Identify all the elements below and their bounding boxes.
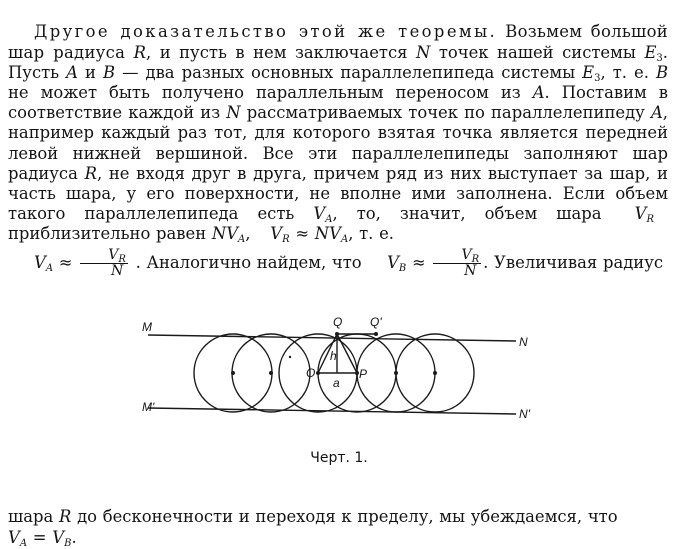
- text-span: . Увеличивая радиус: [483, 252, 664, 272]
- math-V: V: [387, 252, 399, 272]
- point-Q: [335, 332, 339, 336]
- fraction-numerator: $V_R$: [433, 248, 481, 264]
- text-span: . Аналогично найдем, что: [135, 252, 362, 272]
- paragraph-lead: Другое доказательство этой же теоремы.: [34, 22, 498, 42]
- math-N: N: [226, 103, 241, 123]
- math-B: B: [102, 62, 116, 82]
- figure-caption: Черт. 1.: [310, 450, 368, 466]
- math-sub: A: [45, 262, 54, 274]
- text-span: Возьмем большой шар радиуса: [8, 22, 668, 62]
- point: [231, 371, 235, 375]
- text-span: рассматриваемых точек по параллелепипеду: [246, 103, 645, 123]
- math-sub: B: [64, 537, 72, 549]
- math-B: B: [655, 62, 669, 82]
- text-span: , не входя друг в друга, причем ряд из них выступает за шар, и часть шара, у его поверхности, не вполне ими заполнена. Если объем такого параллелепипеда есть: [8, 163, 668, 224]
- text-span: не может быть получено параллельным переносом из: [8, 83, 521, 102]
- math-A: A: [66, 62, 78, 82]
- text-span: — два разных основных параллелепипеда системы: [122, 62, 576, 82]
- text-span: , например каждый раз тот, для которого взятая точка является передней левой нижней вершиной. Все эти параллелепипеды заполняют шар радиуса: [8, 103, 668, 183]
- math-A: A: [532, 83, 545, 102]
- math-sub: A: [238, 234, 246, 246]
- point-O: [316, 371, 320, 375]
- fraction-denominator: N: [110, 262, 124, 279]
- math-approx: ≈: [412, 252, 426, 272]
- math-R: R: [133, 42, 147, 62]
- label-h: h: [330, 349, 337, 363]
- math-eq: =: [32, 527, 47, 547]
- label-Q-prime: Q': [370, 315, 382, 329]
- fraction-VR-over-N: [433, 248, 481, 279]
- math-sub: R: [646, 214, 655, 226]
- text-span: приблизительно равен: [8, 224, 207, 244]
- math-V: V: [8, 527, 20, 547]
- text-span: , т. е.: [348, 224, 395, 244]
- text-span: , то, значит, объем шара: [332, 204, 602, 224]
- math-sub: R: [282, 234, 290, 246]
- math-sub: A: [19, 537, 28, 549]
- point: [394, 371, 398, 375]
- label-M-prime: M': [142, 400, 155, 414]
- text-span: . Пусть: [8, 42, 668, 82]
- text-span: до бесконечности и переходя к пределу, мы убеждаемся, что: [77, 507, 618, 527]
- math-sub: 3: [656, 52, 663, 64]
- math-R: R: [59, 507, 72, 527]
- math-N: N: [415, 42, 431, 62]
- paragraph-theorem-proof: Другое доказательство этой же теоремы. Возьмем большой шар радиуса R, и пусть в нем заключается N точек нашей системы $E_3$. Пусть A и B — два разных основных параллелепипеда системы $E_3$, т. е. B не может быть получено параллельным переносом из A. Поставим в соответствие каждой из N рассматриваемых точек по параллелепипеду A, например каждый раз тот, для которого взятая точка является передней левой нижней вершиной. Все эти параллелепипеды заполняют шар радиуса R, не входя друг в друга, причем ряд из них выступает за шар, и часть шара, у его поверхности, не вполне ими заполнена. Если объем такого параллелепипеда есть $V_A$, то, значит, объем шара $V_R$ приблизительно равен $NV_A$, $V_R \approx NV_A$, т. е. $V_A$ ≈ $\frac{V_R}{N}$ . Аналогично найдем, что $V_B$ ≈ $\frac{V_R}{N}$ . Увеличивая радиус: [8, 22, 669, 279]
- label-N-prime: N': [519, 407, 530, 421]
- math-sub: A: [340, 234, 349, 246]
- text-span: .: [71, 527, 77, 547]
- math-V: V: [313, 204, 326, 224]
- math-E: E: [644, 42, 657, 62]
- label-M: M: [142, 320, 152, 334]
- math-E: E: [582, 62, 595, 82]
- label-Q: Q: [333, 315, 343, 329]
- text-span: точек нашей системы: [438, 42, 636, 62]
- label-a: a: [333, 376, 340, 390]
- math-NV: NV: [314, 224, 341, 244]
- math-R: R: [84, 163, 97, 183]
- point: [289, 356, 291, 358]
- point: [433, 371, 437, 375]
- figure-circles-diagram: [130, 305, 550, 440]
- fraction-VR-over-N: [80, 248, 128, 279]
- math-sub: 3: [594, 72, 601, 84]
- text-span: , т. е.: [600, 62, 649, 82]
- math-V: V: [52, 527, 65, 547]
- math-V: V: [34, 252, 46, 272]
- math-sub: A: [325, 214, 333, 226]
- label-N: N: [519, 335, 528, 349]
- paragraph-conclusion: [8, 507, 668, 547]
- label-O: O: [306, 366, 316, 380]
- formula-line: [8, 248, 668, 279]
- math-sub: B: [398, 262, 407, 274]
- text-span: шара: [8, 507, 54, 527]
- math-V: V: [634, 204, 647, 224]
- fraction-numerator: $V_R$: [80, 248, 128, 264]
- text-span: и: [85, 62, 96, 82]
- math-approx: ≈: [295, 224, 310, 244]
- math-A: A: [650, 103, 663, 123]
- fraction-denominator: N: [464, 262, 477, 279]
- math-approx: ≈: [58, 252, 73, 272]
- math-NV: NV: [211, 224, 239, 244]
- label-P: P: [359, 367, 368, 381]
- math-V: V: [270, 224, 283, 244]
- text-span: , и пусть в нем заключается: [146, 42, 408, 62]
- point-Q-prime: [374, 332, 378, 336]
- point: [269, 371, 273, 375]
- text-span: . Поставим в соответствие каждой из: [8, 83, 668, 123]
